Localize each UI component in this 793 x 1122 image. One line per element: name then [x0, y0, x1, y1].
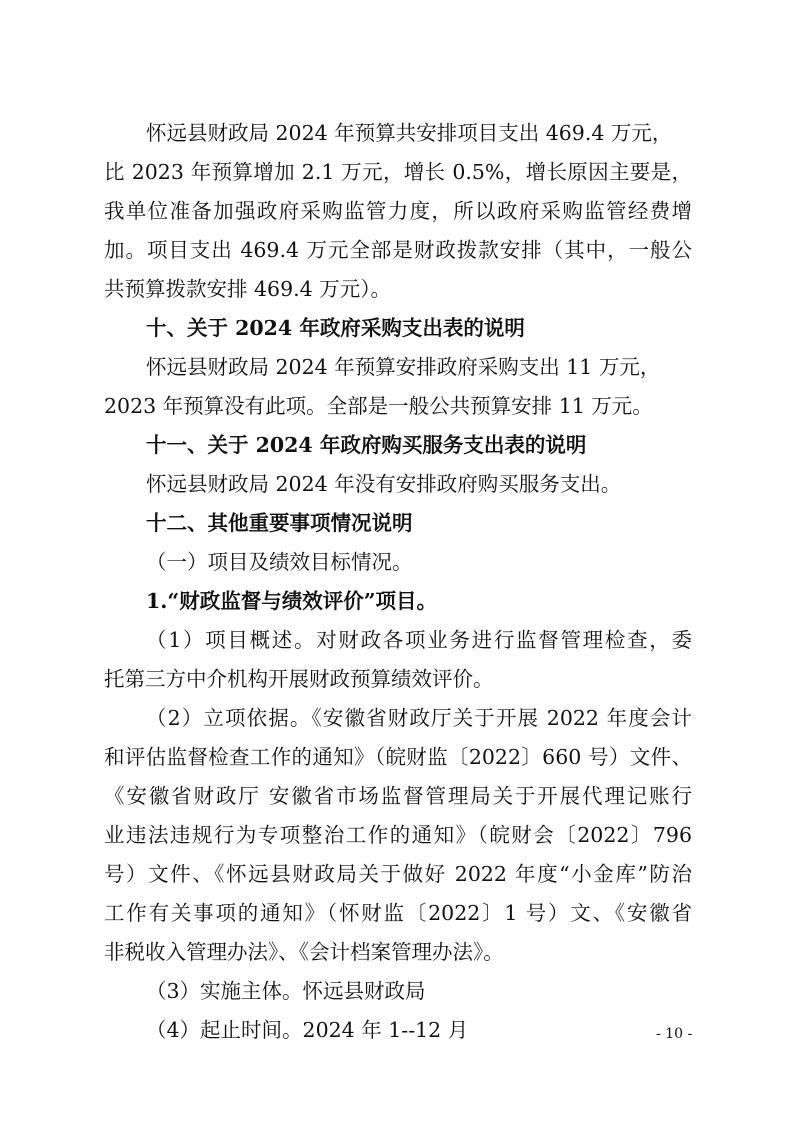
paragraph-line: 怀远县财政局 2024 年预算共安排项目支出 469.4 万元， — [146, 121, 673, 145]
paragraph-line: 和评估监督检查工作的通知》（皖财监〔2022〕660 号）文件、 — [104, 745, 692, 769]
page-number: - 10 - — [656, 1026, 693, 1042]
paragraph-line: 托第三方中介机构开展财政预算绩效评价。 — [104, 667, 494, 691]
paragraph-line: 怀远县财政局 2024 年没有安排政府购买服务支出。 — [146, 472, 622, 496]
paragraph-line: 比 2023 年预算增加 2.1 万元，增长 0.5%，增长原因主要是， — [104, 160, 692, 184]
project-title: 1.“财政监督与绩效评价”项目。 — [146, 589, 437, 613]
section-heading: 十二、其他重要事项情况说明 — [146, 511, 413, 535]
paragraph-line: 加。项目支出 469.4 万元全部是财政拨款安排（其中，一般公 — [104, 238, 692, 262]
paragraph-line: （1）项目概述。对财政各项业务进行监督管理检查，委 — [146, 628, 692, 652]
section-heading: 十一、关于 2024 年政府购买服务支出表的说明 — [146, 433, 587, 457]
paragraph-line: 非税收入管理办法》、《会计档案管理办法》。 — [104, 940, 504, 964]
paragraph-line: 工作有关事项的通知》（怀财监〔2022〕1 号）文、《安徽省 — [104, 901, 692, 925]
subsection-heading: （一）项目及绩效目标情况。 — [146, 550, 413, 574]
paragraph-line: 业违法违规行为专项整治工作的通知》（皖财会〔2022〕796 — [104, 823, 692, 847]
paragraph-line: （2）立项依据。《安徽省财政厅关于开展 2022 年度会计 — [146, 706, 692, 730]
paragraph-line: 共预算拨款安排 469.4 万元）。 — [104, 277, 391, 301]
paragraph-line: 2023 年预算没有此项。全部是一般公共预算安排 11 万元。 — [104, 394, 653, 418]
paragraph-line: 怀远县财政局 2024 年预算安排政府采购支出 11 万元， — [146, 355, 661, 379]
paragraph-line: 《安徽省财政厅 安徽省市场监督管理局关于开展代理记账行 — [104, 784, 692, 808]
paragraph-line: 我单位准备加强政府采购监管力度，所以政府采购监管经费增 — [104, 199, 692, 223]
section-heading: 十、关于 2024 年政府采购支出表的说明 — [146, 316, 525, 340]
paragraph-line: 号）文件、《怀远县财政局关于做好 2022 年度“小金库”防治 — [104, 862, 692, 886]
paragraph-line: （4）起止时间。2024 年 1--12 月 — [146, 1018, 469, 1042]
paragraph-line: （3）实施主体。怀远县财政局 — [146, 979, 426, 1003]
